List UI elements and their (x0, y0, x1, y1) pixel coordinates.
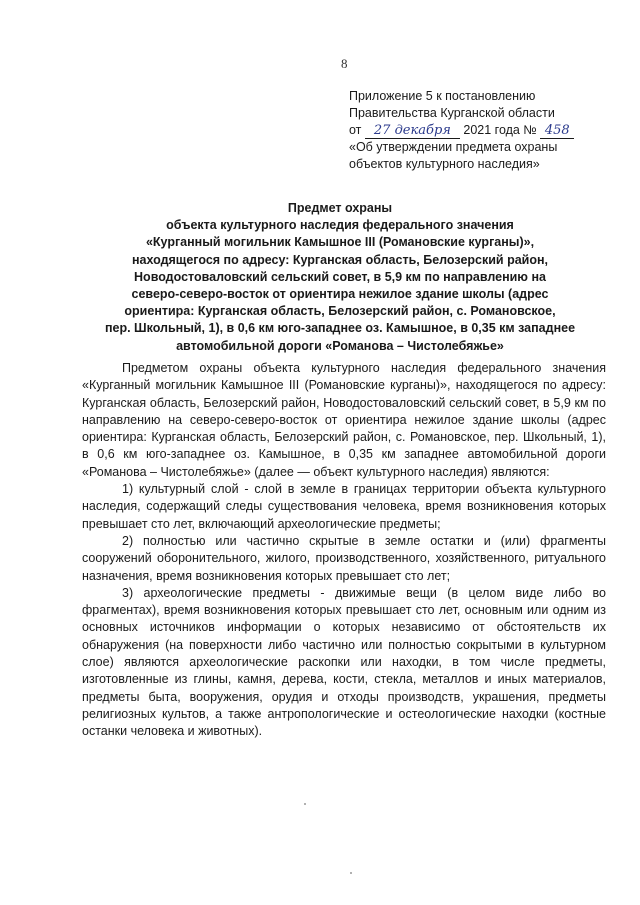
appendix-line-5: объектов культурного наследия» (349, 157, 540, 171)
handwritten-date: 27 декабря (365, 124, 460, 139)
heading-line-4: находящегося по адресу: Курганская область, Белозерский район, (131, 252, 549, 267)
document-body (82, 360, 606, 741)
appendix-block (349, 88, 619, 173)
handwritten-number: 458 (540, 124, 574, 139)
heading-line-8: пер. Школьный, 1), в 0,6 км юго-западнее оз. Камышное, в 0,35 км западнее (104, 321, 576, 336)
heading-line-6: северо-северо-восток от ориентира нежилое здание школы (адрес (131, 287, 549, 302)
page-number: 8 (341, 56, 348, 71)
list-item-1: 1) культурный слой - слой в земле в границах территории объекта культурного наследия, содержащий следы существования человека, время возникновения которых превышает сто лет, включающий археологические предметы; (82, 482, 606, 531)
date-prefix: от (349, 123, 362, 137)
heading-line-9: автомобильной дороги «Романова – Чистолебяжье» (176, 338, 504, 353)
heading-line-2: объекта культурного наследия федерального значения (166, 218, 514, 233)
heading-line-3: «Курганный могильник Камышное III (Романовские курганы)», (145, 235, 535, 250)
scan-speck (350, 872, 352, 874)
appendix-line-4: «Об утверждении предмета охраны (349, 140, 558, 154)
heading-line-5: Новодостоваловский сельский совет, в 5,9 км по направлению на (134, 269, 546, 284)
heading-line-1: Предмет охраны (287, 201, 393, 215)
document-heading (70, 200, 610, 355)
list-item-3: 3) археологические предметы - движимые вещи (в целом виде либо во фрагментах), время возникновения которых превышает сто лет, основным или одним из основных источников информации о которых независимо от обстоятельств их обнаружения (на поверхности либо частично или полностью сокрытыми в культурном слое) являются археологические раскопки или находки, в том числе предметы, изготовленные из глины, камня, дерева, кости, стекла, металлов и иных материалов, предметы быта, вооружения, орудия и отходы производств, украшения, предметы религиозных культов, а также антропологические и остеологические находки (костные останки человека и животных). (82, 585, 606, 739)
appendix-line-2: Правительства Курганской области (349, 106, 555, 120)
intro-paragraph: Предметом охраны объекта культурного наследия федерального значения «Курганный могильник Камышное III (Романовские курганы)», находящегося по адресу: Курганская область, Белозерский район, Новодостоваловский сельский совет, в 5,9 км по направлению на северо-северо-восток от ориентира нежилое здание школы (адрес ориентира: Курганская область, Белозерский район, с. Романовское, пер. Школьный, 1), в 0,6 км юго-западнее оз. Камышное, в 0,35 км западнее автомобильной дороги «Романова – Чистолебяжье» (далее — объект культурного наследия) являются: (82, 361, 606, 479)
heading-line-7: ориентира: Курганская область, Белозерский район, с. Романовское, (124, 304, 556, 319)
year-text: 2021 года № (463, 123, 537, 137)
appendix-date-line (349, 122, 619, 139)
appendix-line-1: Приложение 5 к постановлению (349, 89, 536, 103)
list-item-2: 2) полностью или частично скрытые в земле остатки и (или) фрагменты сооружений оборонительного, жилого, производственного, хозяйственного, ритуального назначения, время возникновения которых превышает сто лет; (82, 533, 606, 583)
scan-speck (304, 803, 306, 805)
